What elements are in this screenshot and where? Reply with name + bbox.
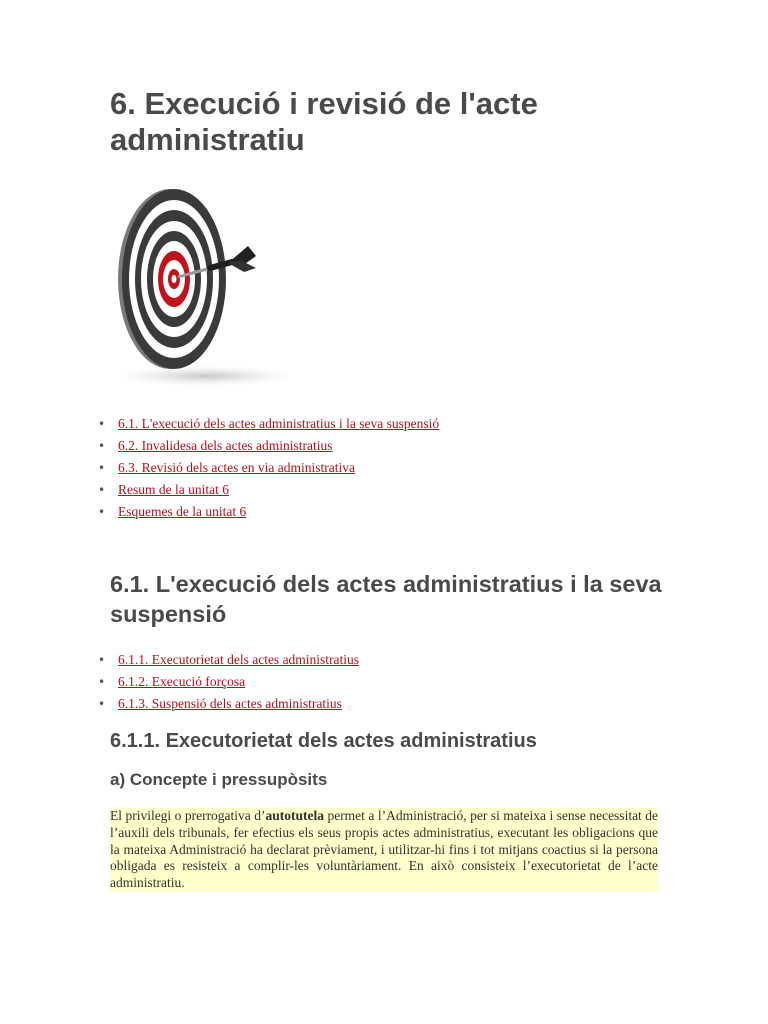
bullet-icon: • xyxy=(98,675,106,689)
bullet-icon: • xyxy=(98,697,106,711)
list-item xyxy=(98,671,359,693)
toc-link-6-1-1[interactable]: 6.1.1. Executorietat dels actes administratius xyxy=(118,652,360,667)
page-title: 6. Execució i revisió de l'acte administratiu xyxy=(110,86,538,157)
subsubsection-title: a) Concepte i pressupòsits xyxy=(110,770,328,789)
bullet-icon: • xyxy=(98,417,106,431)
toc-link-6-1-3[interactable]: 6.1.3. Suspensió dels actes administratius xyxy=(118,696,342,711)
toc-link-6-2[interactable]: 6.2. Invalidesa dels actes administratius xyxy=(118,438,333,453)
section-toc-list xyxy=(98,649,359,715)
paragraph-text-end: permet a l’Administració, per si mateixa i sense necessitat de l’auxili dels tribunals, fer efectius els seus propis actes administratius, executant les obligacions que la mateixa Administració ha declarat prèviament, i utilitzar-hi fins i tot mitjans coactius si la persona obligada es resisteix a complir-les voluntàriament. En això consisteix l’executorietat de l’acte administratiu. xyxy=(110,808,658,891)
list-item xyxy=(98,435,439,457)
bullet-icon: • xyxy=(98,483,106,497)
section-title: 6.1. L'execució dels actes administratius i la seva suspensió xyxy=(110,571,662,627)
list-item xyxy=(98,479,439,501)
highlighted-paragraph xyxy=(110,808,658,892)
bullet-icon: • xyxy=(98,439,106,453)
toc-link-schemes[interactable]: Esquemes de la unitat 6 xyxy=(118,504,247,519)
bullet-icon: • xyxy=(98,461,106,475)
toc-link-summary[interactable]: Resum de la unitat 6 xyxy=(118,482,229,497)
bullet-icon: • xyxy=(98,653,106,667)
toc-link-6-1[interactable]: 6.1. L'execució dels actes administratius i la seva suspensió xyxy=(118,416,440,431)
list-item xyxy=(98,413,439,435)
subsection-title: 6.1.1. Executorietat dels actes administratius xyxy=(110,730,537,752)
bullet-icon: • xyxy=(98,505,106,519)
toc-link-6-1-2[interactable]: 6.1.2. Execució forçosa xyxy=(118,674,246,689)
toc-link-6-3[interactable]: 6.3. Revisió dels actes en via administrativa xyxy=(118,460,355,475)
list-item xyxy=(98,501,439,523)
list-item xyxy=(98,457,439,479)
paragraph-text-start: El privilegi o prerrogativa d’ xyxy=(110,808,266,823)
paragraph-bold-term: autotutela xyxy=(265,808,324,823)
dartboard-target-icon xyxy=(110,188,300,388)
list-item xyxy=(98,693,359,715)
main-toc-list xyxy=(98,413,439,523)
list-item xyxy=(98,649,359,671)
